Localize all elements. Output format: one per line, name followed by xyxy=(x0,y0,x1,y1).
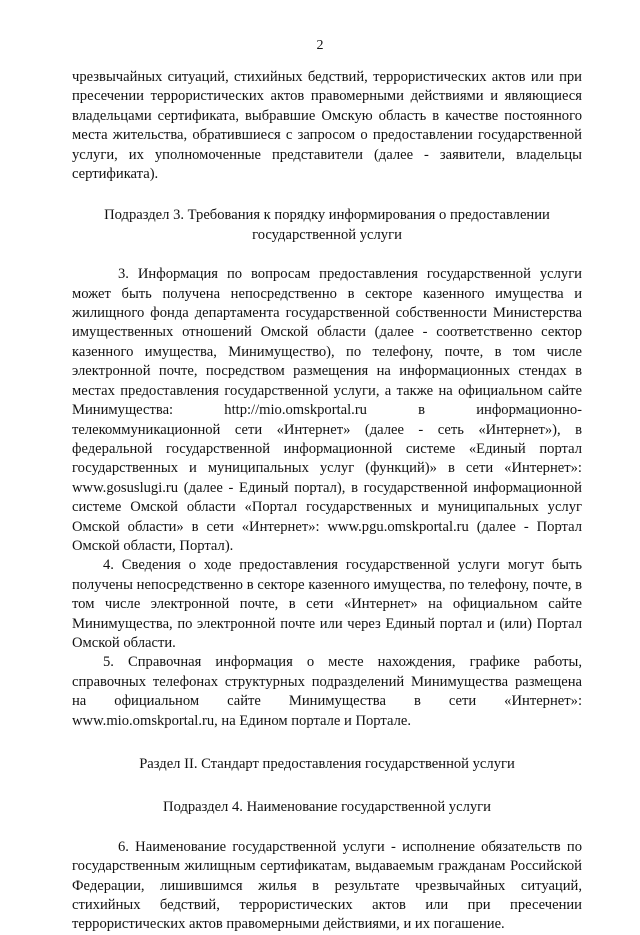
intro-paragraph: чрезвычайных ситуаций, стихийных бедствий, террористических актов или при пресечении террористических актов правомерными действиями и являющиеся владельцами сертификата, выбравшие Омскую область в качестве постоянного места жительства, обратившиеся с запросом о предоставлении государственной услуги, их уполномоченные представители (далее - заявители, владельцы сертификата). xyxy=(72,69,582,183)
paragraph-4: 4. Сведения о ходе предоставления государственной услуги могут быть получены непосредственно в секторе казенного имущества, по телефону, почте, в том числе электронной почте, в сети «Интернет» на официальном сайте Минимущества, по электронной почте или через Единый портал и (или) Портал Омской области. xyxy=(72,557,582,651)
subsection-4-heading: Подраздел 4. Наименование государственной услуги xyxy=(163,799,491,816)
paragraph-5: 5. Справочная информация о месте нахождения, графике работы, справочных телефонах структурных подразделений Минимущества размещена на официальном сайте Минимущества в сети «Интернет»: www.mio.omskportal.ru, на Едином портале и Портале. xyxy=(72,654,582,729)
page-number: 2 xyxy=(316,38,324,53)
section-2-heading: Раздел II. Стандарт предоставления государственной услуги xyxy=(139,756,515,772)
document-body xyxy=(72,68,582,935)
paragraph-6: 6. Наименование государственной услуги - исполнение обязательств по государственным жилищным сертификатам, выдаваемым гражданам Российской Федерации, лишившимся жилья в результате чрезвычайных ситуаций, стихийных бедствий, террористических актов или при пресечении террористических актов правомерными действиями, и их погашение. xyxy=(72,838,582,933)
subsection-3-heading: Подраздел 3. Требования к порядку информирования о предоставлении государственной услуги xyxy=(104,207,550,243)
paragraph-3: 3. Информация по вопросам предоставления государственной услуги может быть получена непосредственно в секторе казенного имущества и жилищного фонда департамента государственной собственности Министерства имущественных отношений Омской области (далее - соответственно сектор казенного имущества, Минимущество), по телефону, почте, в том числе электронной почте, посредством размещения на информационных стендах в местах предоставления государственной услуги, а также на официальном сайте Минимущества: http://mio.omskportal.ru в информационно-телекоммуникационной сети «Интернет» (далее - сеть «Интернет»), в федеральной государственной информационной системе «Единый портал государственных и муниципальных услуг (функций)» в сети «Интернет»: www.gosuslugi.ru (далее - Единый портал), в государственной информационной системе Омской области «Портал государственных и муниципальных услуг Омской области» в сети «Интернет»: www.pgu.omskportal.ru (далее - Портал Омской области, Портал). xyxy=(72,266,582,554)
